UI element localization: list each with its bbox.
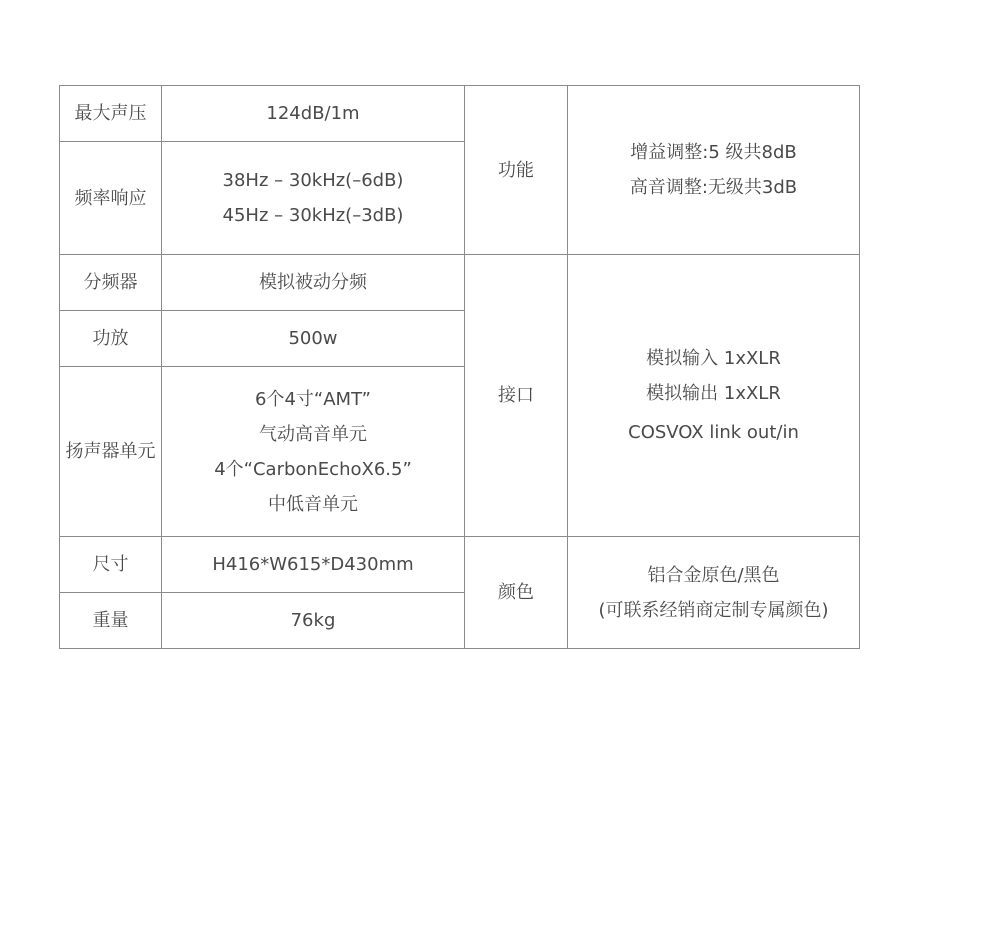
group-label: 功能 bbox=[465, 86, 568, 255]
group-value-line: 模拟输入 1xXLR bbox=[646, 348, 781, 369]
spec-value-line: 4个“CarbonEchoX6.5” bbox=[214, 458, 412, 480]
spec-value-line: 模拟被动分频 bbox=[259, 272, 367, 293]
spec-value-line: 76kg bbox=[290, 610, 336, 631]
spec-value-line: 500w bbox=[288, 328, 338, 349]
spec-value-line: 45Hz – 30kHz(–3dB) bbox=[222, 205, 404, 226]
spec-value bbox=[162, 367, 465, 537]
group-value-line: 高音调整:无级共3dB bbox=[629, 177, 798, 198]
spec-label: 分频器 bbox=[60, 255, 162, 311]
spec-value bbox=[162, 593, 465, 649]
spec-label: 功放 bbox=[60, 311, 162, 367]
group-value bbox=[568, 86, 860, 255]
spec-row-dimensions bbox=[60, 537, 860, 593]
spec-label: 最大声压 bbox=[60, 86, 162, 142]
spec-value-line: 38Hz – 30kHz(–6dB) bbox=[222, 170, 404, 191]
spec-value-line: 中低音单元 bbox=[268, 493, 358, 515]
group-label: 颜色 bbox=[465, 537, 568, 649]
group-value-line: (可联系经销商定制专属颜色) bbox=[598, 599, 829, 621]
spec-label: 尺寸 bbox=[60, 537, 162, 593]
spec-value bbox=[162, 311, 465, 367]
spec-value bbox=[162, 86, 465, 142]
group-value-line: 增益调整:5 级共8dB bbox=[630, 142, 797, 163]
spec-row-crossover bbox=[60, 255, 860, 311]
spec-value-line: 气动高音单元 bbox=[259, 423, 367, 445]
group-value-line: 铝合金原色/黑色 bbox=[647, 564, 780, 586]
group-value bbox=[568, 537, 860, 649]
group-value-line: COSVOX link out/in bbox=[628, 422, 799, 443]
spec-value bbox=[162, 255, 465, 311]
spec-value-line: 6个4寸“AMT” bbox=[255, 388, 371, 410]
spec-label: 重量 bbox=[60, 593, 162, 649]
spec-value-line: 124dB/1m bbox=[266, 103, 360, 124]
spec-row-max-spl bbox=[60, 86, 860, 142]
spec-label: 频率响应 bbox=[60, 142, 162, 255]
spec-value-line: H416*W615*D430mm bbox=[212, 554, 414, 575]
spec-label: 扬声器单元 bbox=[60, 367, 162, 537]
spec-table bbox=[59, 85, 860, 649]
spec-value bbox=[162, 142, 465, 255]
group-value-line: 模拟输出 1xXLR bbox=[646, 383, 781, 404]
group-value bbox=[568, 255, 860, 537]
spec-value bbox=[162, 537, 465, 593]
group-label: 接口 bbox=[465, 255, 568, 537]
